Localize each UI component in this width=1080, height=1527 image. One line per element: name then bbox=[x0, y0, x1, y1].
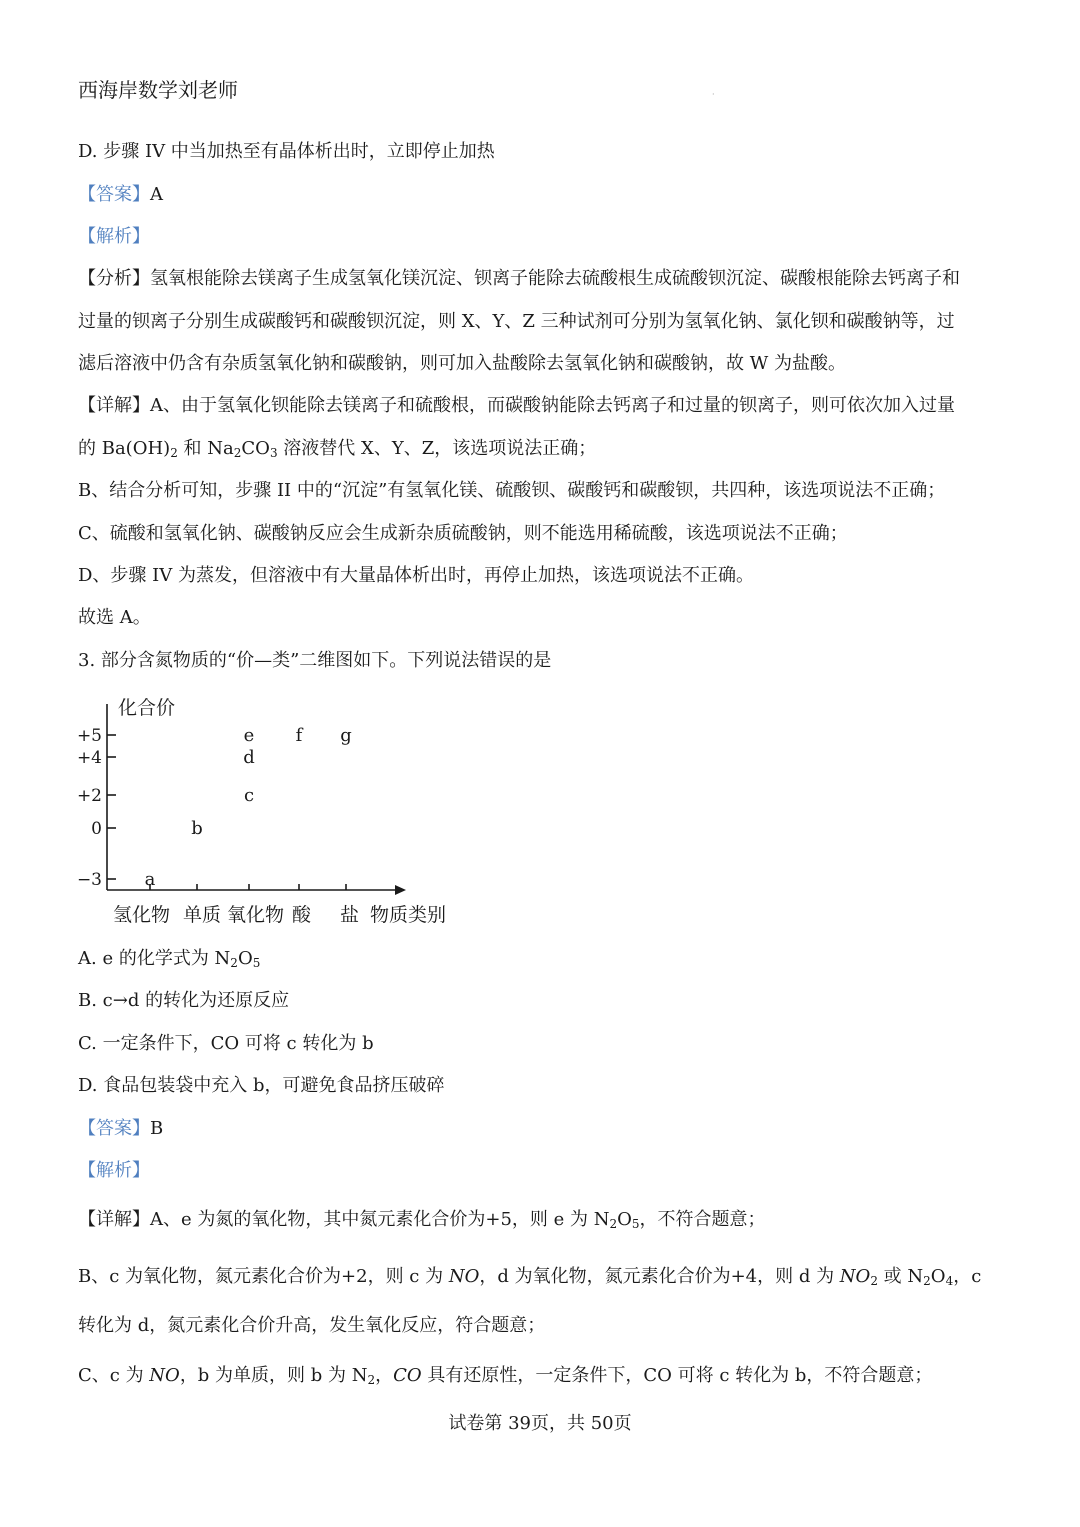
answer-tag: 【答案】 bbox=[78, 1118, 150, 1139]
q2-line-d: D、步骤 IV 为蒸发，但溶液中有大量晶体析出时，再停止加热，该选项说法不正确。 bbox=[78, 565, 754, 586]
y-tick-label: 0 bbox=[91, 819, 102, 839]
q3-detail-b-2: 转化为 d，氮元素化合价升高，发生氧化反应，符合题意； bbox=[78, 1315, 546, 1336]
answer-value: B bbox=[150, 1118, 164, 1139]
y-tick-label: +4 bbox=[76, 748, 102, 768]
q3-detail-c: C、c 为 NO，b 为单质，则 b 为 $N_2$，CO 具有还原性，一定条件下，CO 可将 c 转化为 b，不符合题意； bbox=[78, 1365, 933, 1387]
header-text: 西海岸数学刘老师 bbox=[78, 78, 238, 102]
x-tick-label: 酸 bbox=[292, 904, 312, 926]
y-tick-label: +2 bbox=[76, 786, 102, 806]
x-tick-label: 盐 bbox=[340, 904, 360, 926]
fenxi-tag: 【分析】 bbox=[78, 268, 150, 289]
y-tick-label: +5 bbox=[76, 726, 102, 746]
y-axis-label: 化合价 bbox=[118, 697, 176, 719]
q2-fenxi-line-3: 滤后溶液中仍含有杂质氢氧化钠和碳酸钠，则可加入盐酸除去氢氧化钠和碳酸钠，故 W 为盐酸。 bbox=[78, 353, 846, 374]
y-tick-label: −3 bbox=[76, 870, 102, 890]
q2-fenxi-line-2: 过量的钡离子分别生成碳酸钙和碳酸钡沉淀，则 X、Y、Z 三种试剂可分别为氢氧化钠、氯化钡和碳酸钠等，过 bbox=[78, 311, 955, 332]
point-d: d bbox=[243, 747, 255, 768]
page-footer: 试卷第 39页，共 50页 bbox=[448, 1413, 632, 1434]
q2-analysis-tag: 【解析】 bbox=[78, 226, 150, 247]
scan-dot: · bbox=[712, 90, 715, 99]
xiangjie-tag: 【详解】 bbox=[78, 1209, 150, 1230]
q3-option-c: C. 一定条件下，CO 可将 c 转化为 b bbox=[78, 1033, 374, 1054]
xiangjie-tag: 【详解】 bbox=[78, 395, 150, 416]
q2-xiangjie-line-2: 的 $Ba(OH)_2$ 和 $Na_2CO_3$ 溶液替代 X、Y、Z，该选项说法正确； bbox=[78, 438, 597, 460]
point-e: e bbox=[243, 725, 255, 746]
q3-option-b: B. c→d 的转化为还原反应 bbox=[78, 990, 290, 1011]
q3-option-a: A. e 的化学式为 $N_2O_5$ bbox=[78, 948, 261, 970]
q3-detail-a: 【详解】A、e 为氮的氧化物，其中氮元素化合价为+5，则 e 为 $N_2O_5$，不符合题意； bbox=[78, 1209, 766, 1231]
point-c: c bbox=[243, 785, 255, 806]
x-tick-label: 氢化物 bbox=[113, 904, 171, 926]
answer-value: A bbox=[150, 184, 163, 205]
point-b: b bbox=[191, 818, 203, 839]
point-g: g bbox=[340, 725, 352, 746]
valence-class-chart bbox=[70, 690, 470, 935]
q2-xiangjie-line-1: 【详解】A、由于氢氧化钡能除去镁离子和硫酸根，而碳酸钠能除去钙离子和过量的钡离子，则可依次加入过量 bbox=[78, 395, 955, 416]
q2-line-b: B、结合分析可知，步骤 II 中的“沉淀”有氢氧化镁、硫酸钡、碳酸钙和碳酸钡，共四种，该选项说法不正确； bbox=[78, 480, 946, 501]
q2-fenxi-line-1: 【分析】氢氧根能除去镁离子生成氢氧化镁沉淀、钡离子能除去硫酸根生成硫酸钡沉淀、碳酸根能除去钙离子和 bbox=[78, 268, 960, 289]
q3-analysis-tag: 【解析】 bbox=[78, 1160, 150, 1181]
x-axis-label: 物质类别 bbox=[370, 904, 447, 926]
q3-detail-b-1: B、c 为氧化物，氮元素化合价为+2，则 c 为 NO，d 为氧化物，氮元素化合价为+4，则 d 为 $NO_2$ 或 $N_2O_4$，c bbox=[78, 1266, 982, 1288]
point-a: a bbox=[144, 869, 156, 890]
q3-option-d: D. 食品包装袋中充入 b，可避免食品挤压破碎 bbox=[78, 1075, 445, 1096]
x-axis-arrow bbox=[395, 885, 406, 895]
x-tick-label: 氧化物 bbox=[227, 904, 285, 926]
q3-stem: 3. 部分含氮物质的“价—类”二维图如下。下列说法错误的是 bbox=[78, 650, 552, 671]
answer-tag: 【答案】 bbox=[78, 184, 150, 205]
q2-line-c: C、硫酸和氢氧化钠、碳酸钠反应会生成新杂质硫酸钠，则不能选用稀硫酸，该选项说法不正确； bbox=[78, 523, 848, 544]
q2-answer bbox=[78, 183, 163, 207]
point-f: f bbox=[295, 725, 303, 746]
q2-option-d: D. 步骤 IV 中当加热至有晶体析出时，立即停止加热 bbox=[78, 141, 495, 162]
q2-conclusion: 故选 A。 bbox=[78, 607, 151, 628]
q3-answer bbox=[78, 1117, 163, 1141]
x-tick-label: 单质 bbox=[183, 904, 222, 926]
